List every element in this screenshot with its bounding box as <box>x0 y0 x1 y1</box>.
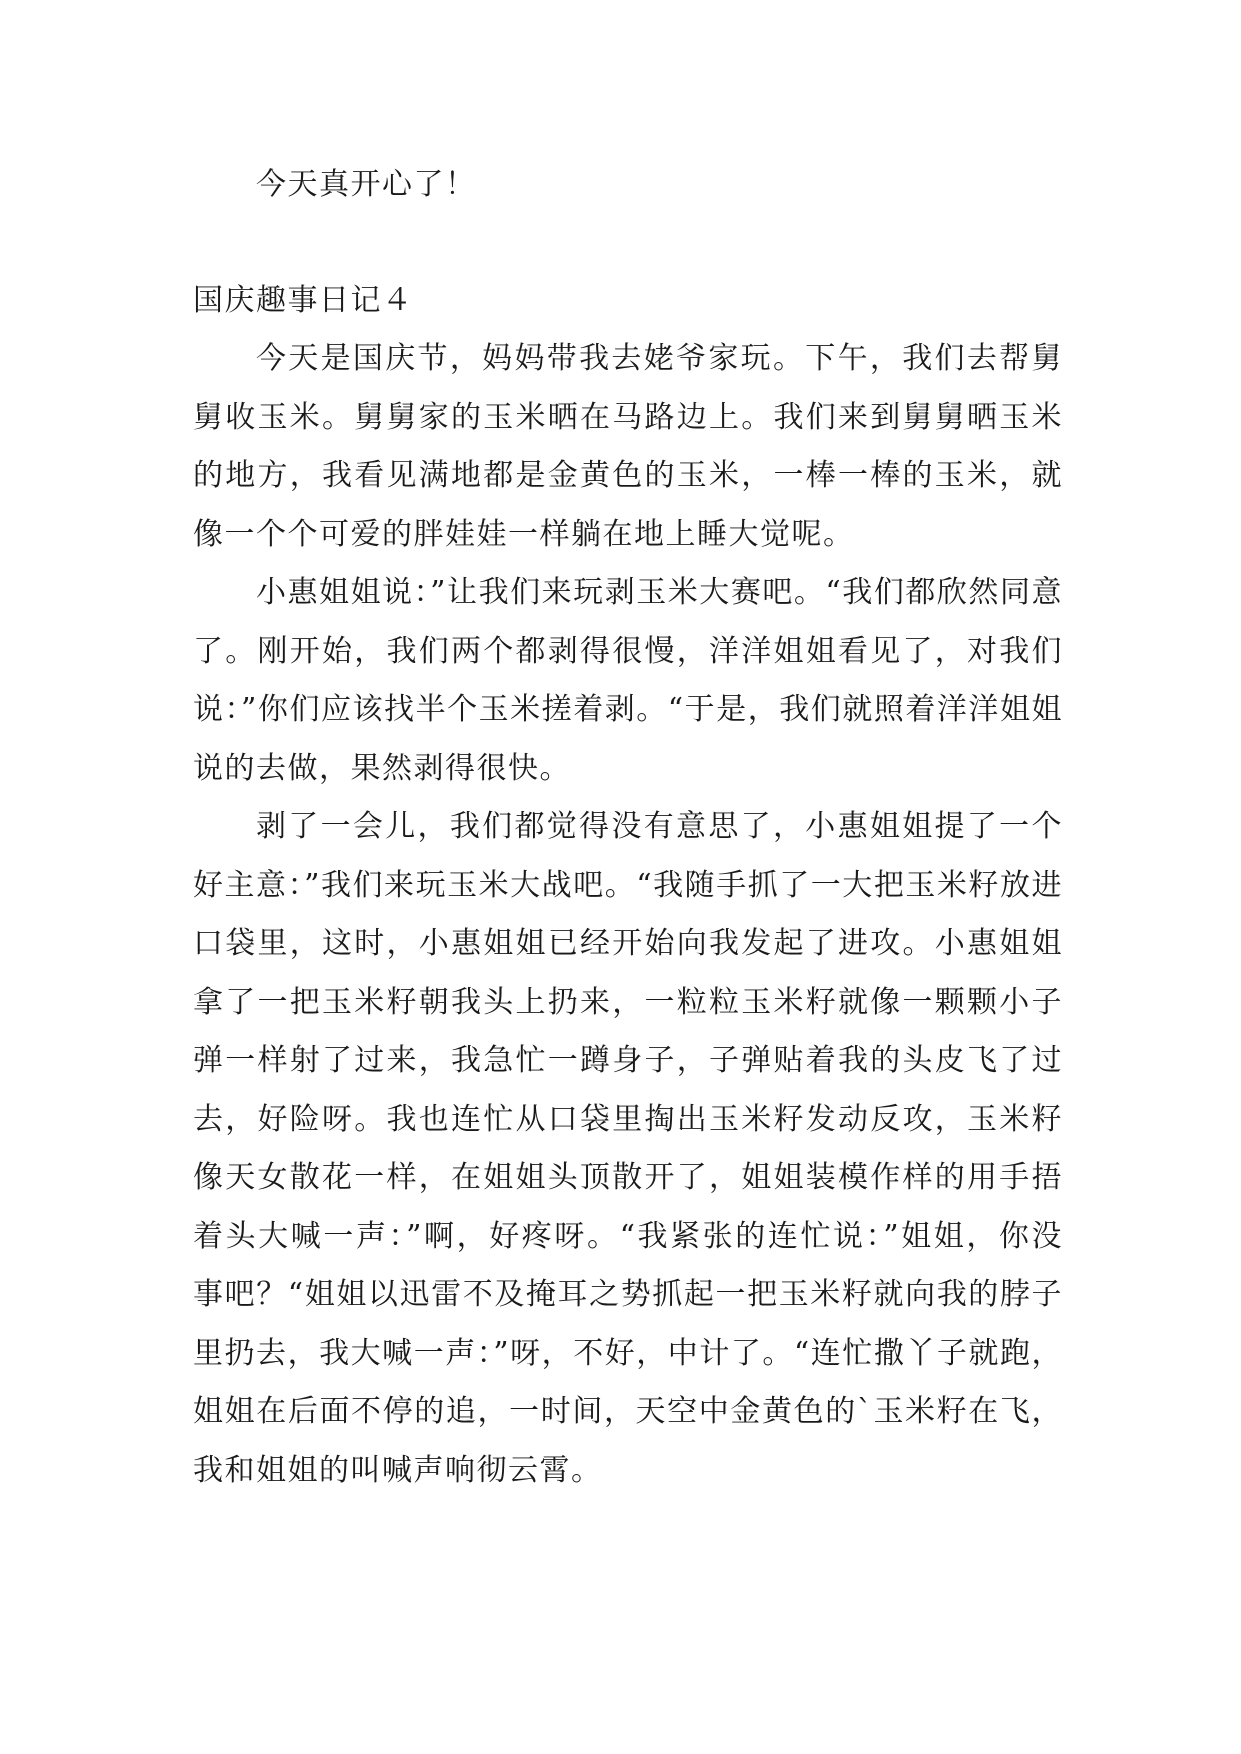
heading-block <box>193 272 1063 331</box>
body-paragraph-2: 小惠姐姐说：”让我们来玩剥玉米大赛吧。“我们都欣然同意了。刚开始，我们两个都剥得很慢，洋洋姐姐看见了，对我们说：”你们应该找半个玉米搓着剥。“于是，我们就照着洋洋姐姐说的去做，果然剥得很快。 <box>193 575 1063 786</box>
diary-body <box>193 330 1063 1500</box>
lead-block <box>193 156 1063 215</box>
diary-heading: 国庆趣事日记４ <box>193 283 414 318</box>
body-paragraph-1: 今天是国庆节，妈妈带我去姥爷家玩。下午，我们去帮舅舅收玉米。舅舅家的玉米晒在马路边上。我们来到舅舅晒玉米的地方，我看见满地都是金黄色的玉米，一棒一棒的玉米，就像一个个可爱的胖娃娃一样躺在地上睡大觉呢。 <box>193 341 1063 552</box>
body-paragraph-3: 剥了一会儿，我们都觉得没有意思了，小惠姐姐提了一个好主意：”我们来玩玉米大战吧。“我随手抓了一大把玉米籽放进口袋里，这时，小惠姐姐已经开始向我发起了进攻。小惠姐姐拿了一把玉米籽朝我头上扔来，一粒粒玉米籽就像一颗颗小子弹一样射了过来，我急忙一蹲身子，子弹贴着我的头皮飞了过去，好险呀。我也连忙从口袋里掏出玉米籽发动反攻，玉米籽像天女散花一样，在姐姐头顶散开了，姐姐装模作样的用手捂着头大喊一声：”啊，好疼呀。“我紧张的连忙说：”姐姐，你没事吧？“姐姐以迅雷不及掩耳之势抓起一把玉米籽就向我的脖子里扔去，我大喊一声：”呀，不好，中计了。“连忙撒丫子就跑，姐姐在后面不停的追，一时间，天空中金黄色的`玉米籽在飞，我和姐姐的叫喊声响彻云霄。 <box>193 809 1063 1488</box>
lead-paragraph: 今天真开心了！ <box>256 167 477 202</box>
